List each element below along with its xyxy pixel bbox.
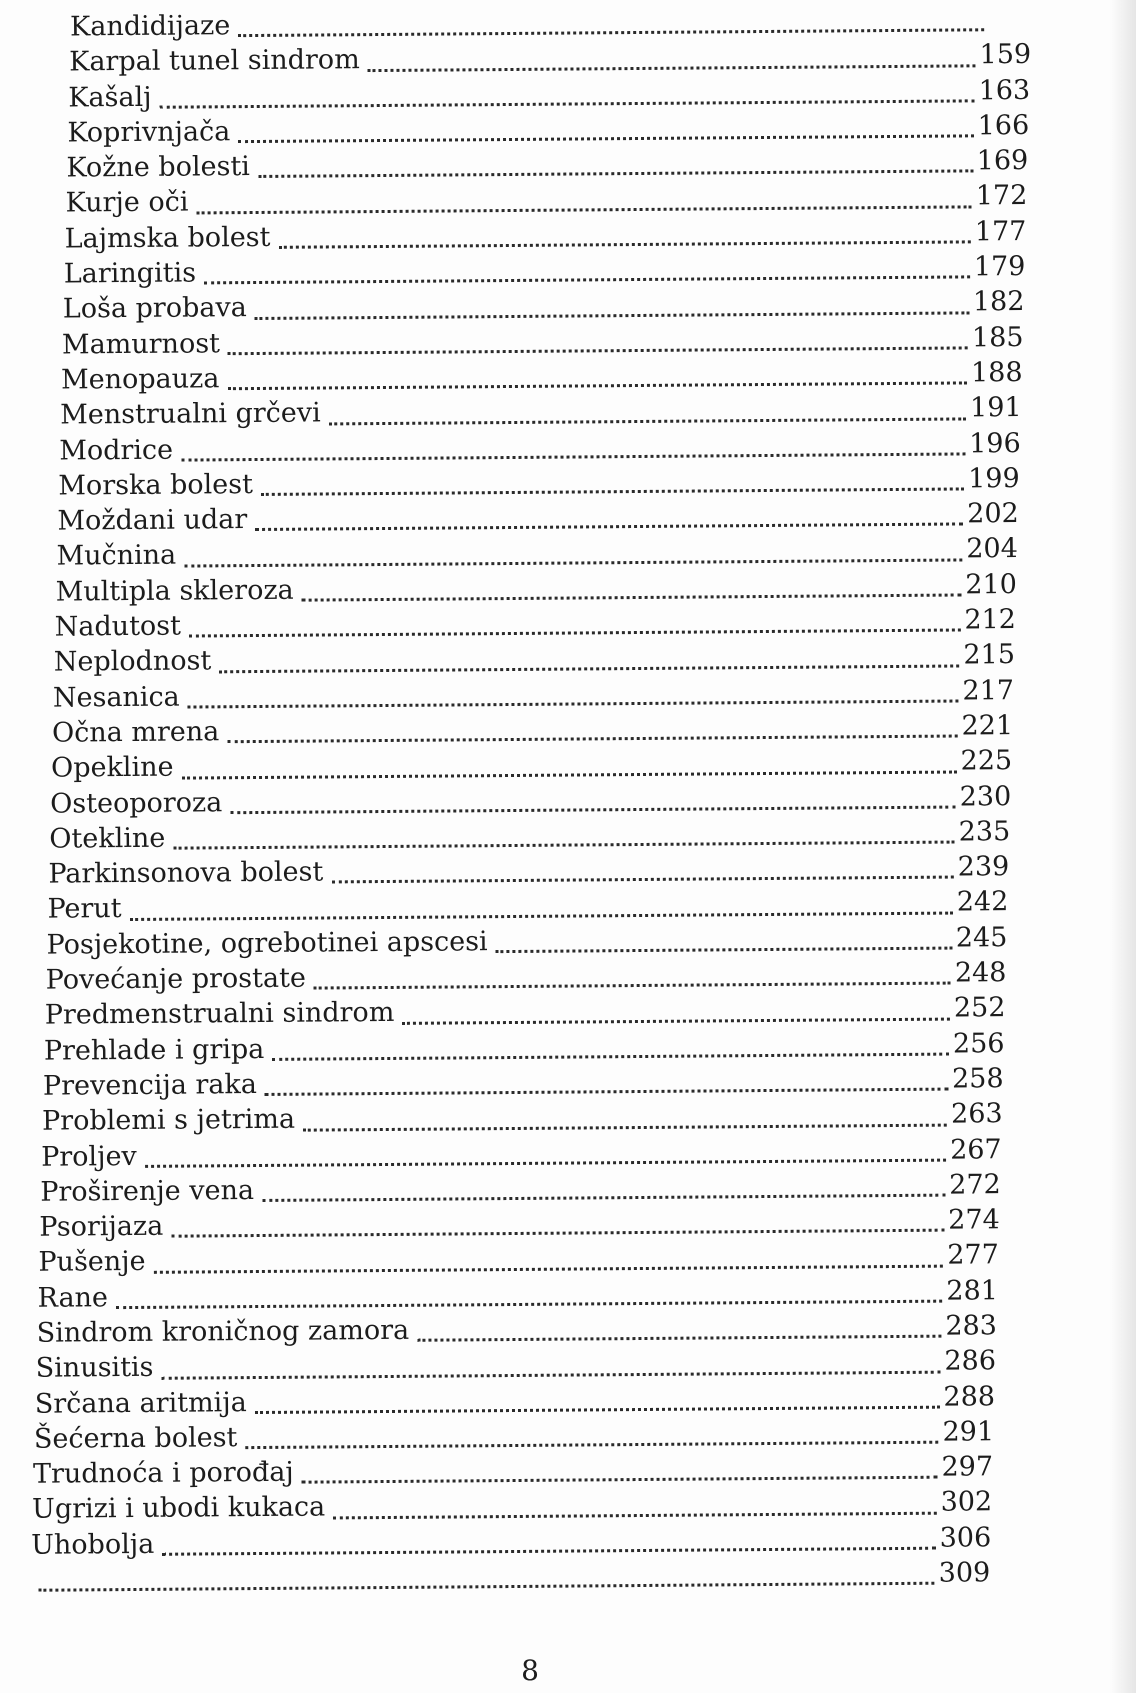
toc-entry-page: 225 <box>960 745 1013 777</box>
toc-entry-title: Lajmska bolest <box>64 221 271 255</box>
toc-dot-leader <box>402 1017 950 1024</box>
toc-entry <box>30 1557 990 1600</box>
toc-dot-leader <box>145 1158 946 1167</box>
toc-entry-page: 179 <box>973 251 1026 283</box>
toc-entry-title: Prevencija raka <box>42 1068 258 1102</box>
toc-entry-page: 239 <box>957 851 1010 883</box>
toc-dot-leader <box>331 876 953 884</box>
toc-dot-leader <box>162 1547 935 1556</box>
table-of-contents <box>0 3 1136 1600</box>
toc-entry-title: Karpal tunel sindrom <box>69 44 360 78</box>
toc-entry-title: Povećanje prostate <box>45 962 306 996</box>
toc-dot-leader <box>230 805 955 814</box>
toc-entry-page: 286 <box>944 1345 997 1377</box>
toc-entry-page: 274 <box>948 1204 1000 1236</box>
toc-entry-title: Mamurnost <box>61 327 221 361</box>
toc-dot-leader <box>116 1300 942 1309</box>
toc-entry-page: 277 <box>947 1239 999 1271</box>
toc-entry-title: Nadutost <box>54 610 182 643</box>
toc-dot-leader <box>196 205 971 214</box>
toc-entry-page: 306 <box>939 1522 992 1554</box>
toc-entry-title: Osteoporoza <box>50 786 223 820</box>
toc-dot-leader <box>219 664 959 673</box>
toc-dot-leader <box>314 982 951 990</box>
toc-dot-leader <box>333 1511 936 1519</box>
toc-entry-title: Kašalj <box>68 81 152 114</box>
toc-entry-page: 302 <box>940 1486 993 1519</box>
toc-dot-leader <box>302 1476 938 1484</box>
toc-entry-title: Pušenje <box>38 1246 146 1279</box>
toc-entry-page: 291 <box>942 1416 995 1448</box>
toc-entry-title: Proširenje vena <box>40 1174 255 1208</box>
toc-entry-page: 272 <box>949 1168 1001 1201</box>
toc-entry-page: 256 <box>952 1027 1005 1060</box>
page-number: 8 <box>521 1654 539 1687</box>
toc-entry-title: Problemi s jetrima <box>41 1103 296 1137</box>
toc-entry-page: 210 <box>965 568 1017 601</box>
toc-entry-title: Loša probava <box>62 292 247 325</box>
toc-entry-page: 267 <box>949 1133 1002 1166</box>
toc-entry-title: Koprivnjača <box>67 116 231 149</box>
toc-entry-title: Srčana aritmija <box>34 1386 247 1420</box>
toc-entry-page: 177 <box>974 215 1027 248</box>
toc-entry-title: Multipla skleroza <box>55 574 294 608</box>
toc-entry-title: Neplodnost <box>53 645 212 678</box>
toc-dot-leader <box>368 64 976 72</box>
toc-dot-leader <box>228 346 968 355</box>
toc-entry-page: 309 <box>938 1557 991 1589</box>
toc-dot-leader <box>238 135 973 144</box>
toc-entry-title: Laringitis <box>63 257 197 290</box>
toc-entry-page: 172 <box>975 180 1028 212</box>
toc-entry-page: 188 <box>970 356 1023 389</box>
toc-entry-title: Kurje oči <box>65 187 189 219</box>
toc-entry-title: Menstrualni grčevi <box>60 397 321 431</box>
toc-dot-leader <box>182 770 957 779</box>
toc-dot-leader <box>189 629 960 638</box>
toc-entry-page: 215 <box>963 639 1016 671</box>
toc-entry-page: 281 <box>946 1274 999 1307</box>
toc-entry-page: 252 <box>953 992 1006 1024</box>
toc-entry-page: 159 <box>979 39 1032 71</box>
toc-entry-title: Posjekotine, ogrebotinei apscesi <box>46 925 488 961</box>
toc-entry-page: 297 <box>941 1451 994 1483</box>
toc-entry-page: 221 <box>961 710 1014 742</box>
toc-entry-page: 185 <box>971 321 1024 354</box>
toc-entry-title: Morska bolest <box>58 468 254 502</box>
toc-entry-page: 169 <box>976 145 1029 177</box>
toc-entry-page: 199 <box>968 462 1020 495</box>
toc-dot-leader <box>171 1229 944 1238</box>
toc-entry-page: 283 <box>945 1310 998 1342</box>
toc-dot-leader <box>265 1088 948 1096</box>
toc-entry-title: Trudnoća i porođaj <box>32 1456 294 1490</box>
toc-entry-title: Ugrizi i ubodi kukaca <box>32 1491 326 1526</box>
toc-entry-title: Kandidijaze <box>69 10 231 43</box>
toc-dot-leader <box>188 699 959 708</box>
toc-entry-page: 288 <box>943 1380 996 1413</box>
toc-dot-leader <box>255 1406 940 1414</box>
toc-entry-title: Kožne bolesti <box>66 151 250 184</box>
toc-dot-leader <box>279 240 971 248</box>
toc-entry-page: 248 <box>954 957 1007 989</box>
toc-entry-title: Uhobolja <box>31 1528 155 1561</box>
toc-entry-page: 263 <box>950 1098 1003 1130</box>
toc-entry-title: Rane <box>37 1281 109 1314</box>
toc-dot-leader <box>262 1194 945 1202</box>
toc-dot-leader <box>160 99 975 108</box>
toc-entry-page: 212 <box>964 604 1017 636</box>
toc-entry-title: Predmenstrualni sindrom <box>44 997 395 1031</box>
toc-dot-leader <box>255 311 969 320</box>
toc-dot-leader <box>228 382 968 391</box>
toc-entry-title: Nesanica <box>52 681 180 714</box>
toc-dot-leader <box>204 276 970 285</box>
toc-entry-page: 196 <box>969 427 1021 459</box>
toc-entry-page: 204 <box>966 533 1018 565</box>
toc-entry-title: Očna mrena <box>51 716 220 749</box>
toc-entry-title: Otekline <box>49 822 166 855</box>
toc-entry-title: Opekline <box>50 751 174 784</box>
toc-dot-leader <box>303 1123 947 1131</box>
toc-entry-title: Perut <box>47 893 122 926</box>
toc-dot-leader <box>496 947 952 954</box>
toc-entry-title: Parkinsonova bolest <box>48 856 324 890</box>
toc-entry-title: Menopauza <box>60 363 220 396</box>
toc-entry-page: 217 <box>962 674 1015 707</box>
toc-entry-page: 202 <box>967 498 1019 530</box>
toc-dot-leader <box>255 523 963 532</box>
toc-entry-page: 230 <box>959 780 1012 813</box>
toc-dot-leader <box>417 1335 941 1342</box>
toc-entry-page: 182 <box>972 286 1025 318</box>
toc-entry-title: Psorijaza <box>39 1210 164 1243</box>
toc-entry-page: 258 <box>951 1063 1004 1095</box>
toc-entry-title: Sindrom kroničnog zamora <box>36 1314 410 1349</box>
toc-dot-leader <box>329 417 966 425</box>
toc-entry-title: Šećerna bolest <box>33 1422 238 1455</box>
toc-dot-leader <box>38 1582 934 1592</box>
toc-dot-leader <box>258 170 973 179</box>
toc-dot-leader <box>181 452 965 461</box>
toc-dot-leader <box>302 594 962 602</box>
toc-entry-title: Moždani udar <box>57 504 248 537</box>
toc-entry-page: 166 <box>977 109 1030 142</box>
toc-dot-leader <box>184 558 962 567</box>
toc-dot-leader <box>272 1052 949 1060</box>
toc-entry-page: 191 <box>969 392 1022 424</box>
toc-dot-leader <box>130 911 953 920</box>
toc-entry-page: 163 <box>978 74 1031 106</box>
toc-dot-leader <box>261 488 964 497</box>
toc-dot-leader <box>245 1441 938 1449</box>
toc-dot-leader <box>238 29 984 38</box>
toc-entry-title: Mučnina <box>56 540 177 573</box>
toc-dot-leader <box>227 735 957 744</box>
toc-entry-title: Proljev <box>41 1140 137 1173</box>
toc-dot-leader <box>173 841 954 850</box>
toc-entry-title: Sinusitis <box>35 1352 154 1385</box>
toc-entry-page: 245 <box>955 921 1008 954</box>
toc-dot-leader <box>162 1370 941 1379</box>
toc-entry-page: 242 <box>956 886 1009 918</box>
toc-entry-page: 235 <box>958 815 1011 848</box>
toc-entry-title: Prehlade i gripa <box>43 1033 265 1067</box>
toc-entry-title: Modrice <box>59 434 174 467</box>
toc-dot-leader <box>154 1264 944 1273</box>
